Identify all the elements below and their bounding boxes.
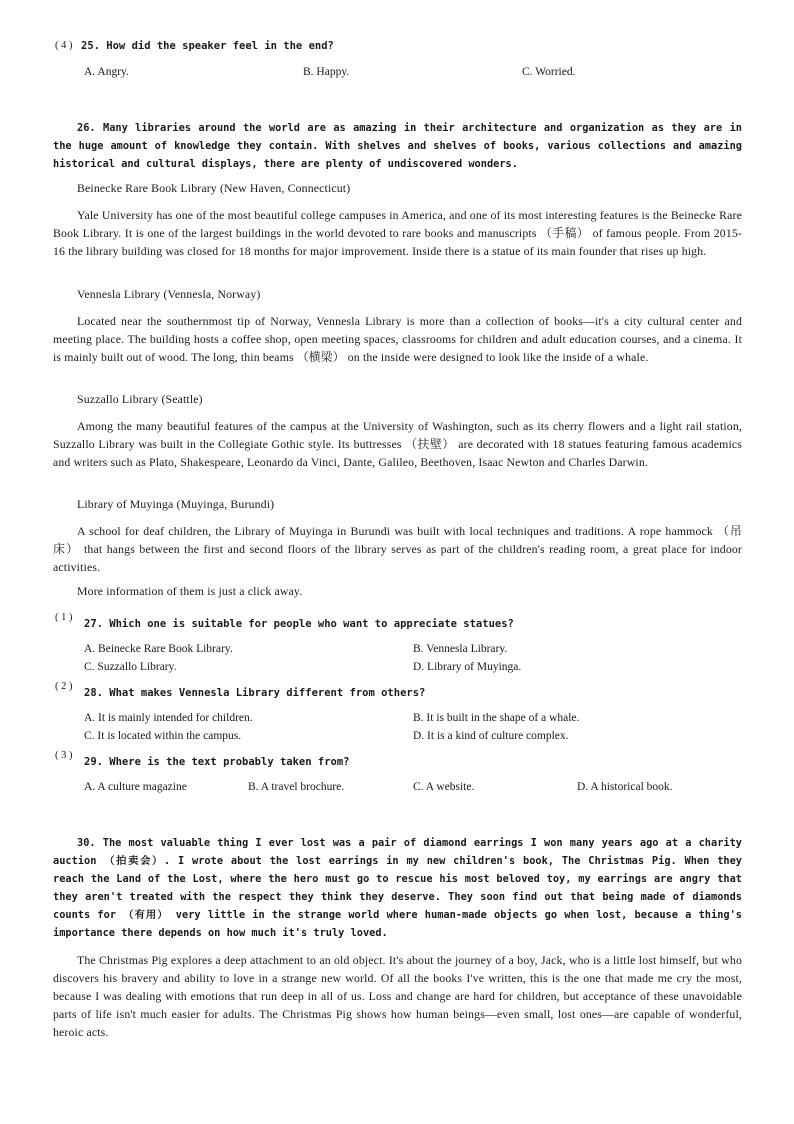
passage-30-paragraph: The Christmas Pig explores a deep attachment to an old object. It's about the journey of a boy, Jack, who is a little lost himself, but who discovers his bravery and ability to love in a strange new world. Of all the books I've written, this is the one that made me cry the most, because I was dealing with emotions that run deep in all of us. Loss and change are hard for children, but acceptance of these unavoidable parts of life isn't much easier for adults. The Christmas Pig shows how human beings—even small, lost ones—are capable of wonderful, heroic acts. xyxy=(53,953,742,1039)
question-29: 29. Where is the text probably taken from? xyxy=(84,756,350,768)
option-28-a[interactable]: A. It is mainly intended for children. xyxy=(84,712,253,724)
question-27: 27. Which one is suitable for people who want to appreciate statues? xyxy=(84,618,514,630)
question-number: ( 4 ) xyxy=(55,40,73,51)
question-number: ( 3 ) xyxy=(55,750,73,761)
question-number: ( 1 ) xyxy=(55,612,73,623)
question-28: 28. What makes Vennesla Library different from others? xyxy=(84,687,426,699)
library-text-suzzallo: Among the many beautiful features of the campus at the University of Washington, such as its cherry flowers and a light rail station, Suzzallo Library was built in the Collegiate Gothic style. Its buttresses （扶壁） are decorated with 18 statues featuring famous academics and writers such as Plato, Shakespeare, Leonardo da Vinci, Dante, Galileo, Beethoven, Isaac Newton and Charles Darwin. xyxy=(53,419,742,469)
passage-26-intro: 26. Many libraries around the world are as amazing in their architecture and organization as they are in the huge amount of knowledge they contain. With shelves and shelves of books, various collections and amazing historical and cultural displays, there are plenty of undiscovered wonders. xyxy=(53,122,742,170)
option-27-b[interactable]: B. Vennesla Library. xyxy=(413,643,508,655)
option-27-a[interactable]: A. Beinecke Rare Book Library. xyxy=(84,643,233,655)
library-text-beinecke: Yale University has one of the most beautiful college campuses in America, and one of its most interesting features is the Beinecke Rare Book Library. It is one of the largest buildings in the world devoted to rare books and manuscripts （手稿） of famous people. From 2015-16 the library building was closed for 18 months for major improvement. Inside there is a statue of its main founder that rises up high. xyxy=(53,208,742,258)
passage-26-closing: More information of them is just a click away. xyxy=(77,584,303,598)
library-title-suzzallo: Suzzallo Library (Seattle) xyxy=(77,392,203,406)
library-text-vennesla: Located near the southernmost tip of Norway, Vennesla Library is more than a collection of books—it's a city cultural center and meeting place. The building hosts a coffee shop, open meeting spaces, classrooms for children and adult education courses, and a cinema. It is mainly built out of wood. The long, thin beams （横梁） on the inside were designed to look like the inside of a whale. xyxy=(53,314,742,364)
passage-26 xyxy=(53,119,742,173)
option-29-d[interactable]: D. A historical book. xyxy=(577,781,673,793)
library-text-muyinga: A school for deaf children, the Library of Muyinga in Burundi was built with local techniques and traditions. A rope hammock （吊床） that hangs between the first and second floors of the library serves as part of the children's reading room, a great place for indoor activities. xyxy=(53,524,742,574)
option-25-a[interactable]: A. Angry. xyxy=(84,66,129,78)
passage-30 xyxy=(53,834,742,942)
option-28-d[interactable]: D. It is a kind of culture complex. xyxy=(413,730,569,742)
option-28-c[interactable]: C. It is located within the campus. xyxy=(84,730,242,742)
option-29-a[interactable]: A. A culture magazine xyxy=(84,781,187,793)
option-27-c[interactable]: C. Suzzallo Library. xyxy=(84,661,177,673)
option-29-c[interactable]: C. A website. xyxy=(413,781,475,793)
option-25-c[interactable]: C. Worried. xyxy=(522,66,576,78)
question-25: 25. How did the speaker feel in the end? xyxy=(81,40,334,52)
option-25-b[interactable]: B. Happy. xyxy=(303,66,350,78)
option-28-b[interactable]: B. It is built in the shape of a whale. xyxy=(413,712,580,724)
library-title-beinecke: Beinecke Rare Book Library (New Haven, Connecticut) xyxy=(77,181,351,195)
option-29-b[interactable]: B. A travel brochure. xyxy=(248,781,345,793)
passage-30-intro: 30. The most valuable thing I ever lost was a pair of diamond earrings I won many years ago at a charity auction （拍卖会）. I wrote about the lost earrings in my new children's book, The Christmas Pig. When they reach the Land of the Lost, where the hero must go to rescue his most beloved toy, my earrings are angry that they aren't treated with the respect they think they deserve. They soon find out that being made of diamonds counts for （有用） very little in the strange world where human-made objects go when lost, because a thing's importance there depends on how much it's truly loved. xyxy=(53,837,742,939)
library-title-vennesla: Vennesla Library (Vennesla, Norway) xyxy=(77,287,261,301)
option-27-d[interactable]: D. Library of Muyinga. xyxy=(413,661,522,673)
library-title-muyinga: Library of Muyinga (Muyinga, Burundi) xyxy=(77,497,275,511)
question-number: ( 2 ) xyxy=(55,681,73,692)
